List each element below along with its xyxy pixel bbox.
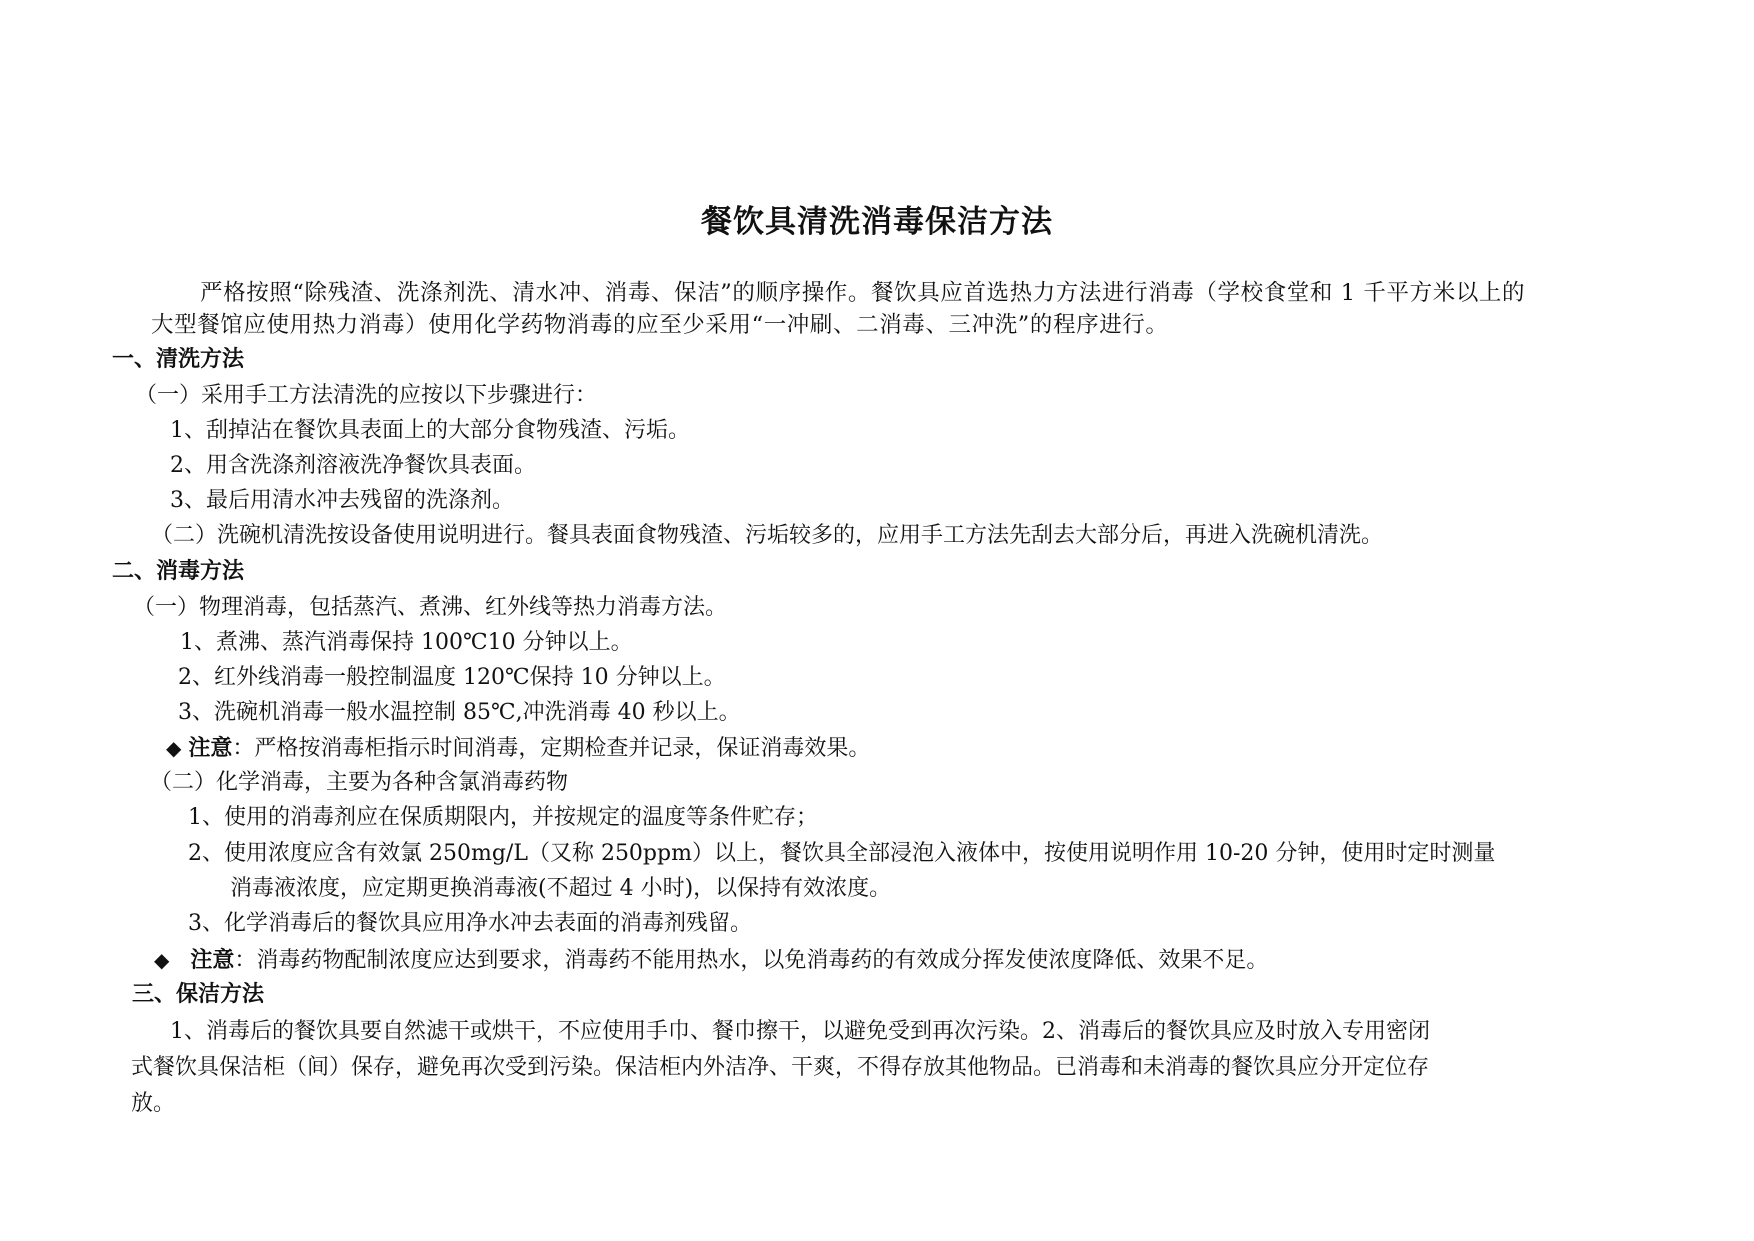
section-heading-storage: 三、保洁方法	[132, 982, 265, 1007]
list-item: 3、最后用清水冲去残留的洗涤剂。	[170, 488, 514, 513]
note-label: 注意	[188, 736, 233, 761]
list-item: 2、红外线消毒一般控制温度 120℃保持 10 分钟以上。	[178, 665, 726, 690]
list-item: 3、洗碗机消毒一般水温控制 85℃,冲洗消毒 40 秒以上。	[178, 700, 741, 725]
note-text: ：消毒药物配制浓度应达到要求，消毒药不能用热水，以免消毒药的有效成分挥发使浓度降低、效果不足。	[234, 948, 1269, 973]
note-label: 注意	[190, 948, 235, 973]
document-title: 餐饮具清洗消毒保洁方法	[701, 204, 1053, 240]
section-heading-cleaning: 一、清洗方法	[112, 347, 245, 372]
list-item: 1、刮掉沾在餐饮具表面上的大部分食物残渣、污垢。	[170, 418, 690, 443]
note-chemical-concentration	[154, 944, 1268, 977]
note-text: ：严格按消毒柜指示时间消毒，定期检查并记录，保证消毒效果。	[232, 736, 871, 761]
list-item: 2、用含洗涤剂溶液洗净餐饮具表面。	[170, 453, 536, 478]
list-item: 3、化学消毒后的餐饮具应用净水冲去表面的消毒剂残留。	[188, 911, 752, 936]
section-heading-disinfection: 二、消毒方法	[112, 559, 245, 584]
list-item: 1、煮沸、蒸汽消毒保持 100℃10 分钟以上。	[180, 630, 633, 655]
diamond-bullet-icon: ◆	[154, 948, 170, 972]
list-item-continuation: 消毒液浓度，应定期更换消毒液(不超过 4 小时)，以保持有效浓度。	[230, 876, 892, 901]
subsection-chemical-disinfection: （二）化学消毒，主要为各种含氯消毒药物	[150, 770, 569, 795]
paragraph-line: 1、消毒后的餐饮具要自然滤干或烘干，不应使用手巾、餐巾擦干，以避免受到再次污染。2、消毒后的餐饮具应及时放入专用密闭	[170, 1019, 1430, 1044]
paragraph-line: 放。	[131, 1091, 176, 1116]
subsection-manual-cleaning: （一）采用手工方法清洗的应按以下步骤进行：	[135, 383, 598, 408]
note-disinfection-cabinet	[166, 732, 870, 765]
list-item: 2、使用浓度应含有效氯 250mg/L（又称 250ppm）以上，餐饮具全部浸泡入液体中，按使用说明作用 10-20 分钟，使用时定时测量	[188, 841, 1496, 866]
list-item: 1、使用的消毒剂应在保质期限内，并按规定的温度等条件贮存；	[188, 805, 818, 830]
paragraph-line: 式餐饮具保洁柜（间）保存，避免再次受到污染。保洁柜内外洁净、干爽，不得存放其他物品。已消毒和未消毒的餐饮具应分开定位存	[131, 1055, 1430, 1080]
subsection-dishwasher-cleaning: （二）洗碗机清洗按设备使用说明进行。餐具表面食物残渣、污垢较多的，应用手工方法先刮去大部分后，再进入洗碗机清洗。	[151, 523, 1384, 548]
subsection-physical-disinfection: （一）物理消毒，包括蒸汽、煮沸、红外线等热力消毒方法。	[133, 595, 728, 620]
intro-line-1: 严格按照“除残渣、洗涤剂洗、清水冲、消毒、保洁”的顺序操作。餐饮具应首选热力方法进行消毒（学校食堂和 1 千平方米以上的	[200, 280, 1526, 306]
intro-line-2: 大型餐馆应使用热力消毒）使用化学药物消毒的应至少采用“一冲刷、二消毒、三冲洗”的程序进行。	[151, 312, 1169, 338]
diamond-bullet-icon: ◆	[166, 736, 182, 760]
